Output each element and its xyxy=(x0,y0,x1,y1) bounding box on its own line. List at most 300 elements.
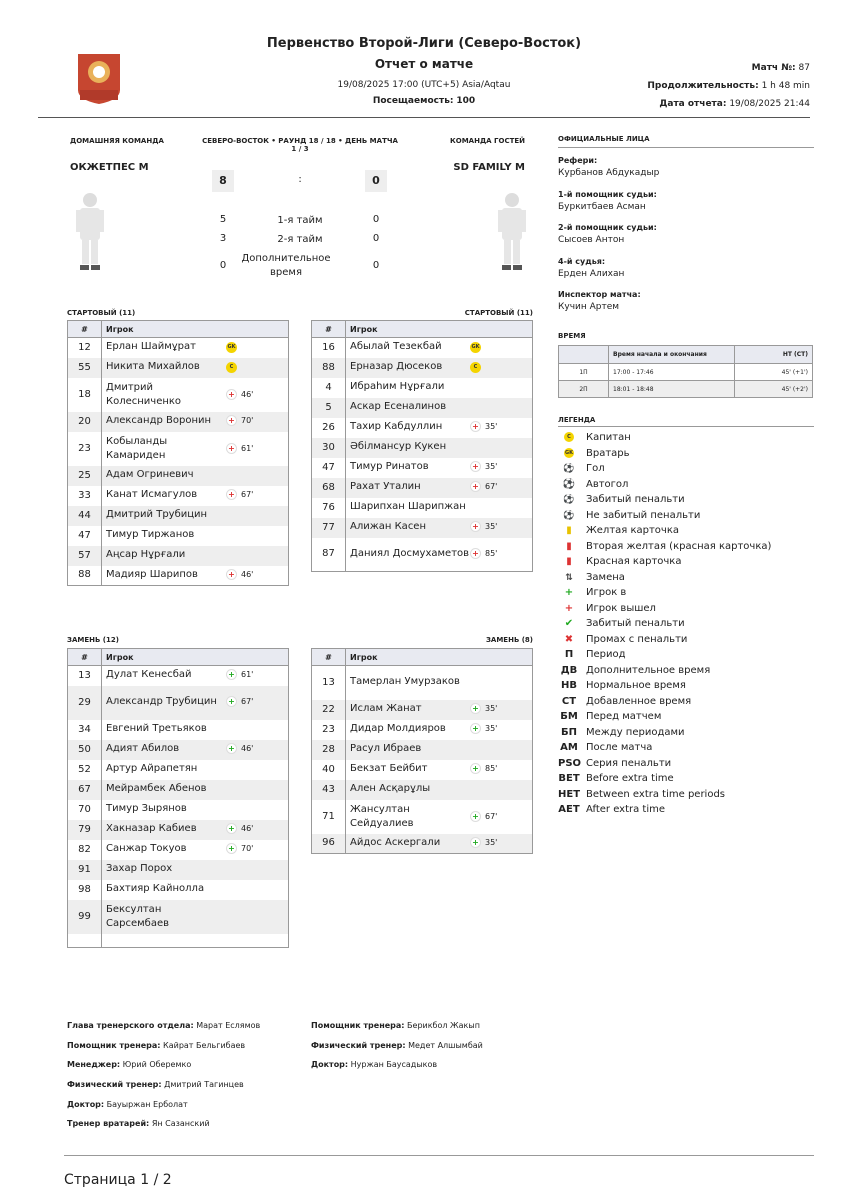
player-name: Захар Порох xyxy=(106,863,173,874)
badge-icon: C xyxy=(564,432,574,442)
home-team-name: ОКЖЕТПЕС М xyxy=(70,162,149,173)
official-name: Кучин Артем xyxy=(558,302,620,312)
away-period-score: 0 xyxy=(372,214,380,225)
player-cell xyxy=(346,438,533,458)
staff-role: Физический тренер: xyxy=(67,1080,162,1090)
substitution-minute: 35' xyxy=(485,522,498,531)
player-number: 82 xyxy=(68,840,102,860)
player-cell xyxy=(346,498,533,518)
player-name: Канат Исмагулов xyxy=(106,489,198,500)
away-period-score: 0 xyxy=(372,233,380,244)
player-name: Мадияр Шарипов xyxy=(106,568,198,580)
score-separator: : xyxy=(298,174,302,185)
table-row xyxy=(68,566,289,586)
match-duration: Продолжительность: 1 h 48 min xyxy=(647,81,810,91)
player-in-icon: + xyxy=(226,743,237,754)
table-row xyxy=(312,438,533,458)
legend-item xyxy=(558,523,771,539)
player-number: 30 xyxy=(312,438,346,458)
match-number: Матч №: 87 xyxy=(751,63,810,73)
player-number: 13 xyxy=(68,666,102,686)
substitution-minute: 67' xyxy=(485,482,498,491)
player-in-icon: + xyxy=(564,587,574,598)
substitution-event xyxy=(470,480,497,494)
legend-item xyxy=(558,632,771,648)
staff-name: Юрий Оберемко xyxy=(122,1060,192,1070)
official-role: Рефери: xyxy=(558,156,598,165)
official-role: 4-й судья: xyxy=(558,256,606,266)
table-row xyxy=(312,666,533,700)
player-out-icon: + xyxy=(226,489,237,500)
legend-item xyxy=(558,570,771,586)
substitution-event xyxy=(226,742,253,756)
staff-name: Медет Алшымбай xyxy=(408,1040,483,1050)
period-label: 1-я тайм xyxy=(277,215,323,226)
legend-text: Период xyxy=(586,649,626,660)
legend-text: Вторая желтая (красная карточка) xyxy=(586,540,772,552)
player-cell xyxy=(346,518,533,538)
away-starting-label: СТАРТОВЫЙ (11) xyxy=(464,309,533,317)
abbreviation: HET xyxy=(558,788,581,800)
table-row xyxy=(68,686,289,720)
player-name: Абылай Тезекбай xyxy=(350,341,442,353)
player-name: Кобыланды Камариден xyxy=(106,435,168,461)
player-number: 16 xyxy=(312,338,346,358)
home-period-score: 0 xyxy=(219,260,227,271)
player-cell xyxy=(102,546,289,566)
substitution-event xyxy=(226,388,253,402)
player-name: Ислам Жанат xyxy=(350,703,422,714)
legend-text: Между периодами xyxy=(586,726,685,738)
official-entry xyxy=(558,223,814,257)
player-cell xyxy=(346,358,533,378)
abbreviation: ДВ xyxy=(560,664,578,676)
player-cell xyxy=(346,538,533,572)
substitution-event xyxy=(470,420,497,434)
table-row xyxy=(312,780,533,800)
away-subs-table xyxy=(311,648,533,854)
player-name: Ибраһим Нұрғали xyxy=(350,381,445,392)
player-cell xyxy=(346,398,533,418)
player-out-icon: + xyxy=(470,521,481,532)
player-cell xyxy=(102,840,289,860)
staff-name: Бауыржан Ерболат xyxy=(106,1099,188,1109)
substitution-minute: 61' xyxy=(241,670,254,680)
player-number: 67 xyxy=(68,780,102,800)
legend-item xyxy=(558,554,771,570)
home-starting-label: СТАРТОВЫЙ (11) xyxy=(67,309,136,317)
player-number: 99 xyxy=(68,900,102,934)
player-cell xyxy=(102,686,289,720)
col-number: # xyxy=(68,649,102,666)
legend-item xyxy=(558,647,771,663)
staff-entry xyxy=(67,1041,260,1061)
player-name: Артур Айрапетян xyxy=(106,763,198,774)
ball-icon: ⚽ xyxy=(563,464,575,474)
player-name: Тамерлан Умурзаков xyxy=(350,676,460,688)
period: 2П xyxy=(559,381,609,398)
home-score: 8 xyxy=(212,170,234,192)
away-kit-icon xyxy=(490,188,534,277)
substitution-event xyxy=(226,695,253,709)
player-name: Даниял Досмухаметов xyxy=(350,547,470,559)
away-starting-table xyxy=(311,320,533,572)
table-row xyxy=(312,458,533,478)
legend-text: After extra time xyxy=(586,804,666,815)
staff-entry xyxy=(311,1021,483,1041)
substitution-event xyxy=(470,702,497,716)
substitution-minute: 85' xyxy=(485,764,498,773)
table-row xyxy=(312,760,533,780)
legend-text: Игрок в xyxy=(586,587,627,598)
table-row xyxy=(312,538,533,572)
player-number: 50 xyxy=(68,740,102,760)
player-name: Расул Ибраев xyxy=(350,743,422,754)
col-period xyxy=(559,346,609,364)
away-team-name: SD FAMILY M xyxy=(453,162,525,173)
player-name: Дмитрий Трубицин xyxy=(106,509,208,520)
legend-item xyxy=(558,601,771,617)
official-role: 2-й помощник судьи: xyxy=(558,223,657,232)
player-number: 12 xyxy=(68,338,102,358)
player-out-icon: + xyxy=(226,389,237,400)
player-cell xyxy=(102,378,289,412)
player-cell xyxy=(346,378,533,398)
table-row xyxy=(68,378,289,412)
player-number: 96 xyxy=(312,834,346,854)
staff-entry xyxy=(67,1021,260,1041)
official-name: Буркитбаев Асман xyxy=(558,201,646,212)
player-name: Аңсар Нұрғали xyxy=(106,549,186,560)
player-name: Айдос Аскергали xyxy=(350,836,441,848)
player-name: Тахир Кабдуллин xyxy=(350,421,443,432)
player-cell xyxy=(102,506,289,526)
player-cell xyxy=(346,760,533,780)
player-cell xyxy=(102,466,289,486)
player-number: 76 xyxy=(312,498,346,518)
staff-name: Берикбол Жакып xyxy=(407,1021,480,1030)
player-out-icon: + xyxy=(226,443,237,454)
player-cell xyxy=(102,740,289,760)
player-cell xyxy=(346,478,533,498)
player-number: 70 xyxy=(68,800,102,820)
legend-item xyxy=(558,802,771,818)
table-row xyxy=(68,412,289,432)
substitution-minute: 70' xyxy=(241,844,254,853)
player-number: 25 xyxy=(68,466,102,486)
player-in-icon: + xyxy=(226,696,237,707)
player-cell xyxy=(346,700,533,720)
away-team-heading: КОМАНДА ГОСТЕЙ xyxy=(450,137,525,145)
staff-entry xyxy=(67,1100,260,1120)
official-entry xyxy=(558,156,814,190)
table-row xyxy=(312,358,533,378)
legend-item xyxy=(558,787,771,803)
legend-item xyxy=(558,446,771,462)
red-card-icon: ▮ xyxy=(566,540,572,552)
player-cell xyxy=(102,820,289,840)
legend-item xyxy=(558,461,771,477)
staff-role: Доктор: xyxy=(67,1099,105,1109)
player-number: 28 xyxy=(312,740,346,760)
substitution-event xyxy=(470,836,497,850)
officials-heading: ОФИЦИАЛЬНЫЕ ЛИЦА xyxy=(558,135,650,143)
legend-text: Забитый пенальти xyxy=(586,494,685,505)
table-row xyxy=(68,526,289,546)
player-number: 91 xyxy=(68,860,102,880)
substitution-minute: 67' xyxy=(241,697,254,706)
legend-item xyxy=(558,585,771,601)
period-label: 2-я тайм xyxy=(277,234,323,245)
player-number: 44 xyxy=(68,506,102,526)
staff-role: Помощник тренера: xyxy=(67,1040,161,1050)
legend-item xyxy=(558,678,771,694)
away-period-score: 0 xyxy=(372,260,380,271)
table-row xyxy=(312,834,533,854)
abbreviation: СТ xyxy=(561,695,577,707)
ball-icon: ⚽ xyxy=(563,510,575,521)
substitution-minute: 61' xyxy=(241,443,254,453)
substitution-event xyxy=(226,822,253,836)
page-subtitle: Отчет о матче xyxy=(374,57,474,71)
col-nt: НТ (СТ) xyxy=(735,346,813,364)
table-row-empty xyxy=(68,934,289,948)
home-starting-table xyxy=(67,320,289,586)
player-cell xyxy=(346,740,533,760)
table-row xyxy=(68,900,289,934)
substitution-minute: 85' xyxy=(485,548,498,558)
player-number: 55 xyxy=(68,358,102,378)
player-name: Дулат Кенесбай xyxy=(106,669,192,681)
away-subs-label: ЗАМЕНЬ (8) xyxy=(485,636,533,644)
away-staff xyxy=(311,1021,483,1080)
abbreviation: PSO xyxy=(558,757,582,769)
player-name: Жансултан Сейдуалиев xyxy=(350,803,414,829)
captain-badge: C xyxy=(470,362,481,373)
substitution-minute: 46' xyxy=(241,569,254,579)
player-name: Александр Воронин xyxy=(106,415,212,426)
official-entry xyxy=(558,290,814,324)
player-name: Ерлан Шаймұрат xyxy=(106,341,196,353)
substitution-minute: 35' xyxy=(485,462,498,471)
table-row xyxy=(68,760,289,780)
table-row xyxy=(312,518,533,538)
goalkeeper-badge: GK xyxy=(226,342,237,353)
time-range: 18:01 - 18:48 xyxy=(609,381,735,398)
col-time-range: Время начала и окончания xyxy=(609,346,735,364)
abbreviation: AET xyxy=(558,804,580,815)
col-player: Игрок xyxy=(346,321,533,338)
goalkeeper-badge: GK xyxy=(470,342,481,353)
substitution-minute: 70' xyxy=(241,416,254,425)
staff-role: Тренер вратарей: xyxy=(67,1119,150,1129)
player-number: 23 xyxy=(68,432,102,466)
player-number: 5 xyxy=(312,398,346,418)
substitution-minute: 67' xyxy=(241,490,254,499)
player-name: Никита Михайлов xyxy=(106,361,200,372)
captain-badge: C xyxy=(226,362,237,373)
player-number: 77 xyxy=(312,518,346,538)
table-row xyxy=(68,466,289,486)
substitution-minute: 35' xyxy=(485,422,498,431)
player-number: 22 xyxy=(312,700,346,720)
abbreviation: П xyxy=(564,649,574,660)
substitution-minute: 67' xyxy=(485,811,498,821)
staff-entry xyxy=(311,1060,483,1080)
player-cell xyxy=(102,412,289,432)
player-name: Бексултан Сарсембаев xyxy=(106,903,169,929)
table-row xyxy=(68,780,289,800)
player-in-icon: + xyxy=(470,723,481,734)
col-number: # xyxy=(312,649,346,666)
official-role: Инспектор матча: xyxy=(558,290,641,299)
player-number: 26 xyxy=(312,418,346,438)
player-name: Тимур Зырянов xyxy=(106,803,187,814)
staff-name: Ян Сазанский xyxy=(151,1119,210,1129)
legend-text: Before extra time xyxy=(586,773,674,784)
table-row xyxy=(312,720,533,740)
player-cell xyxy=(102,566,289,586)
page-title: Первенство Второй-Лиги (Северо-Восток) xyxy=(266,36,582,51)
home-period-score: 5 xyxy=(219,214,227,225)
legend-item xyxy=(558,663,771,679)
table-row xyxy=(68,666,289,686)
player-number: 88 xyxy=(68,566,102,586)
substitution-minute: 35' xyxy=(485,704,498,713)
table-row xyxy=(312,700,533,720)
table-row xyxy=(312,478,533,498)
substitution-event xyxy=(470,460,497,474)
home-subs-table xyxy=(67,648,289,948)
substitution-event xyxy=(470,810,497,824)
player-number: 47 xyxy=(312,458,346,478)
legend-item xyxy=(558,694,771,710)
nt-value: 45' (+1') xyxy=(735,364,813,381)
table-row xyxy=(68,338,289,358)
official-name: Курбанов Абдукадыр xyxy=(558,168,660,178)
ball-icon: ⚽ xyxy=(563,495,575,505)
staff-entry xyxy=(67,1060,260,1080)
table-row xyxy=(312,498,533,518)
player-out-icon: + xyxy=(470,461,481,472)
player-name: Бекзат Бейбит xyxy=(350,763,428,774)
table-row xyxy=(68,720,289,740)
player-name: Адам Огриневич xyxy=(106,469,194,480)
legend-item xyxy=(558,771,771,787)
footer-divider xyxy=(64,1155,814,1156)
player-cell xyxy=(102,880,289,900)
col-number: # xyxy=(68,321,102,338)
player-name: Шарипхан Шарипжан xyxy=(350,501,466,512)
player-number: 23 xyxy=(312,720,346,740)
legend-item xyxy=(558,477,771,493)
substitution-event xyxy=(226,842,253,856)
legend-text: Замена xyxy=(586,571,625,583)
player-number: 18 xyxy=(68,378,102,412)
abbreviation: БМ xyxy=(560,711,578,722)
time-range: 17:00 - 17:46 xyxy=(609,364,735,381)
time-table xyxy=(558,345,813,398)
player-name: Тимур Ринатов xyxy=(350,461,429,472)
player-number: 52 xyxy=(68,760,102,780)
player-cell xyxy=(102,780,289,800)
home-kit-icon xyxy=(68,188,112,277)
attendance: Посещаемость: 100 xyxy=(372,96,476,106)
legend-text: Красная карточка xyxy=(586,556,682,567)
substitution-event xyxy=(226,488,253,502)
home-staff xyxy=(67,1021,260,1139)
player-name: Мейрамбек Абенов xyxy=(106,783,207,794)
legend-list xyxy=(558,430,771,818)
officials-list xyxy=(558,156,814,324)
table-row xyxy=(68,840,289,860)
legend-text: Дополнительное время xyxy=(586,664,711,676)
substitution-event xyxy=(470,547,497,561)
legend-item xyxy=(558,740,771,756)
staff-name: Дмитрий Тагинцев xyxy=(164,1080,244,1090)
table-row xyxy=(68,486,289,506)
substitution-event xyxy=(226,442,253,456)
abbreviation: БП xyxy=(561,726,577,738)
officials-divider xyxy=(558,147,814,148)
player-name: Әбілмансур Кукен xyxy=(350,441,447,452)
table-row xyxy=(68,820,289,840)
legend-item xyxy=(558,508,771,524)
player-out-icon: + xyxy=(226,415,237,426)
player-number: 40 xyxy=(312,760,346,780)
legend-text: Капитан xyxy=(586,432,631,443)
substitution-event xyxy=(470,762,497,776)
time-heading: ВРЕМЯ xyxy=(558,332,586,340)
abbreviation: НВ xyxy=(561,680,577,691)
table-row xyxy=(68,860,289,880)
player-number: 68 xyxy=(312,478,346,498)
col-player: Игрок xyxy=(102,649,289,666)
col-number: # xyxy=(312,321,346,338)
legend-text: Забитый пенальти xyxy=(586,618,685,629)
official-name: Сысоев Антон xyxy=(558,235,625,245)
player-name: Тимур Тиржанов xyxy=(106,529,195,540)
player-name: Рахат Уталин xyxy=(350,481,421,492)
red-card-icon: ▮ xyxy=(566,556,572,567)
abbreviation: BET xyxy=(558,773,580,784)
player-cell xyxy=(346,666,533,700)
table-row xyxy=(68,800,289,820)
home-team-heading: ДОМАШНЯЯ КОМАНДА xyxy=(70,137,164,145)
player-number: 87 xyxy=(312,538,346,572)
legend-item xyxy=(558,492,771,508)
table-row xyxy=(312,800,533,834)
player-name: Дмитрий Колесниченко xyxy=(106,381,182,407)
legend-item xyxy=(558,725,771,741)
player-cell xyxy=(102,900,289,934)
staff-entry xyxy=(67,1119,260,1139)
player-name: Дидар Молдияров xyxy=(350,723,446,734)
table-row xyxy=(68,358,289,378)
period-label: Дополнительное время xyxy=(241,253,331,278)
legend-item xyxy=(558,539,771,555)
staff-name: Нуржан Баусадыков xyxy=(350,1060,438,1070)
player-cell xyxy=(346,418,533,438)
player-name: Адият Абилов xyxy=(106,743,180,754)
player-out-icon: + xyxy=(470,421,481,432)
badge-icon: GK xyxy=(565,449,573,456)
staff-name: Кайрат Бельгибаев xyxy=(163,1040,246,1050)
player-cell xyxy=(102,720,289,740)
player-name: Санжар Токуов xyxy=(106,843,187,854)
player-cell xyxy=(102,432,289,466)
player-out-icon: + xyxy=(226,569,237,580)
